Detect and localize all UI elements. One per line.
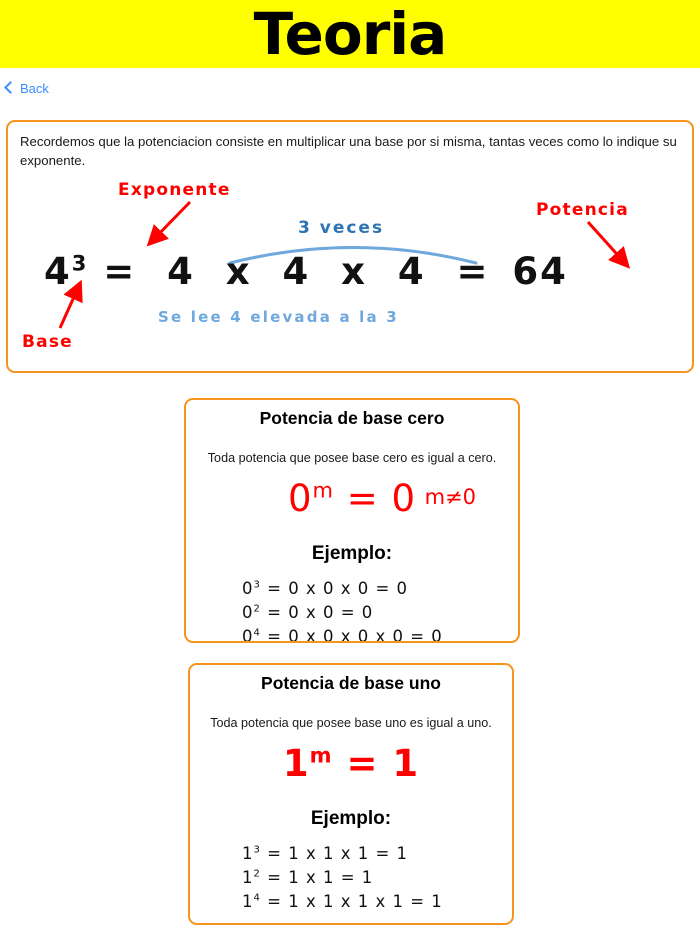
diagram-brace-label: 3 veces <box>298 218 385 239</box>
equation-expansion: = 4 x 4 x 4 = <box>103 250 498 294</box>
power-diagram <box>8 170 692 370</box>
example-body: = 0 x 0 = 0 <box>267 602 374 622</box>
diagram-equation <box>44 250 568 293</box>
examples-heading: Ejemplo: <box>310 808 392 829</box>
diagram-label-potencia: Potencia <box>536 200 629 221</box>
example-base: 0 <box>242 626 254 643</box>
rule-formula <box>186 477 518 539</box>
example-body: = 1 x 1 x 1 = 1 <box>267 844 409 863</box>
example-base: 1 <box>242 844 254 863</box>
example-exponent: 3 <box>253 579 261 591</box>
equation-base: 4 <box>44 250 72 294</box>
page-title: Teoria <box>253 0 447 68</box>
example-body: = 1 x 1 = 1 <box>267 867 374 887</box>
diagram-label-exponente: Exponente <box>118 180 231 201</box>
example-body: = 0 x 0 x 0 = 0 <box>267 579 409 598</box>
intro-paragraph: Recordemos que la potenciacion consiste en multiplicar una base por si misma, tantas veces como lo indique su exponente. <box>20 134 677 169</box>
formula-result: = 0 <box>346 477 417 520</box>
example-row <box>242 625 518 643</box>
page-title-band <box>0 0 700 68</box>
formula-exponent: m <box>309 743 333 768</box>
example-body: = 0 x 0 x 0 x 0 = 0 <box>267 626 443 643</box>
example-base: 1 <box>242 867 254 887</box>
example-base: 0 <box>242 579 254 598</box>
formula-base: 1 <box>282 742 310 785</box>
formula-condition: m≠0 <box>424 485 476 509</box>
example-exponent: 4 <box>253 892 261 904</box>
rule-card-description: Toda potencia que posee base cero es igual a cero. <box>207 451 497 465</box>
formula-result: = 1 <box>346 742 420 785</box>
example-exponent: 2 <box>253 603 261 615</box>
example-base: 0 <box>242 602 254 622</box>
rule-card-base-uno <box>188 663 514 925</box>
examples-list <box>186 577 518 643</box>
formula-expression <box>288 477 416 520</box>
example-body: = 1 x 1 x 1 x 1 = 1 <box>267 891 443 911</box>
examples-list <box>190 842 512 914</box>
rule-card-description: Toda potencia que posee base uno es igual a uno. <box>210 716 492 730</box>
formula-exponent: m <box>312 478 334 503</box>
chevron-left-icon <box>4 81 17 94</box>
example-row <box>242 601 518 625</box>
diagram-label-base: Base <box>22 332 73 353</box>
rule-formula <box>190 742 512 804</box>
intro-card <box>6 120 694 373</box>
example-base: 1 <box>242 891 254 911</box>
example-exponent: 4 <box>253 627 261 639</box>
example-exponent: 3 <box>253 844 261 856</box>
back-button[interactable] <box>6 81 49 96</box>
example-row <box>242 577 518 601</box>
example-row <box>242 866 512 890</box>
rule-card-title: Potencia de base cero <box>259 408 445 428</box>
rule-card-base-cero <box>184 398 520 643</box>
back-button-label: Back <box>20 80 49 96</box>
rule-card-title: Potencia de base uno <box>261 673 441 693</box>
formula-expression <box>283 742 419 785</box>
equation-result: 64 <box>512 250 568 294</box>
equation-exponent: 3 <box>71 251 89 276</box>
example-row <box>242 842 512 866</box>
examples-heading: Ejemplo: <box>311 543 393 564</box>
formula-base: 0 <box>287 477 313 520</box>
example-exponent: 2 <box>253 868 261 880</box>
navigation-bar <box>0 68 700 108</box>
example-row <box>242 890 512 914</box>
diagram-read-as: Se lee 4 elevada a la 3 <box>158 308 399 327</box>
